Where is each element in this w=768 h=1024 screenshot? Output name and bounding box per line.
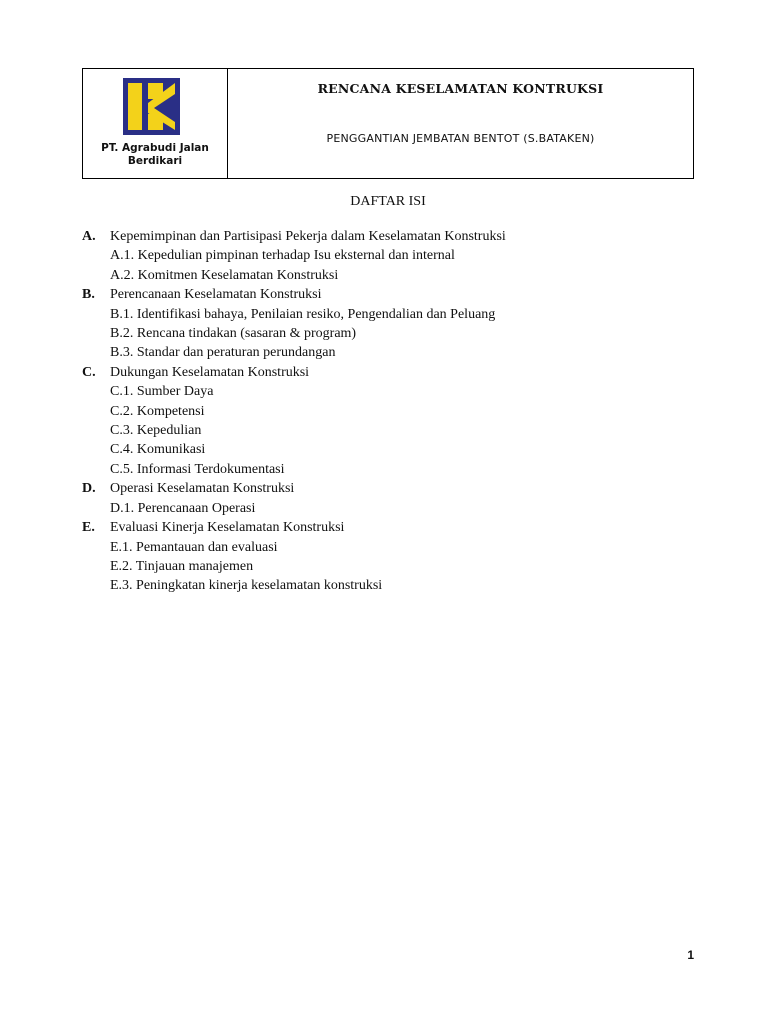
toc-item[interactable]: B.1. Identifikasi bahaya, Penilaian resiko, Pengendalian dan Peluang bbox=[110, 306, 496, 322]
toc-section-e[interactable] bbox=[82, 518, 702, 537]
section-letter: C. bbox=[82, 364, 96, 380]
toc-item[interactable]: D.1. Perencanaan Operasi bbox=[110, 500, 256, 516]
toc-section-a[interactable] bbox=[82, 227, 702, 246]
document-title: RENCANA KESELAMATAN KONTRUKSI bbox=[317, 81, 604, 96]
document-header-table bbox=[82, 68, 694, 179]
section-title: Evaluasi Kinerja Keselamatan Konstruksi bbox=[110, 520, 345, 536]
toc-item[interactable]: E.1. Pemantauan dan evaluasi bbox=[110, 539, 278, 555]
page-number: 1 bbox=[687, 948, 694, 962]
toc-item[interactable]: B.3. Standar dan peraturan perundangan bbox=[110, 345, 336, 361]
toc-item[interactable]: B.2. Rencana tindakan (sasaran & program) bbox=[110, 326, 357, 342]
toc-item[interactable]: C.3. Kepedulian bbox=[110, 423, 202, 439]
table-of-contents bbox=[82, 227, 702, 596]
section-title: Operasi Keselamatan Konstruksi bbox=[110, 481, 295, 497]
toc-section-c[interactable] bbox=[82, 363, 702, 382]
section-title: Kepemimpinan dan Partisipasi Pekerja dalam Keselamatan Konstruksi bbox=[110, 229, 506, 244]
toc-heading: DAFTAR ISI bbox=[350, 194, 426, 209]
toc-item[interactable]: A.2. Komitmen Keselamatan Konstruksi bbox=[110, 267, 339, 283]
section-letter: A. bbox=[82, 229, 96, 244]
section-letter: E. bbox=[82, 520, 95, 536]
section-title: Dukungan Keselamatan Konstruksi bbox=[110, 364, 310, 380]
toc-item[interactable]: C.4. Komunikasi bbox=[110, 442, 206, 458]
toc-item[interactable]: A.1. Kepedulian pimpinan terhadap Isu eksternal dan internal bbox=[110, 248, 455, 264]
section-letter: B. bbox=[82, 287, 95, 303]
section-title: Perencanaan Keselamatan Konstruksi bbox=[110, 287, 322, 303]
title-cell bbox=[228, 69, 693, 178]
document-subtitle: PENGGANTIAN JEMBATAN BENTOT (S.BATAKEN) bbox=[326, 132, 595, 145]
toc-section-d[interactable] bbox=[82, 479, 702, 498]
company-name: PT. Agrabudi Jalan Berdikari bbox=[101, 142, 209, 167]
logo-cell bbox=[83, 69, 228, 178]
toc-item[interactable]: E.3. Peningkatan kinerja keselamatan konstruksi bbox=[110, 578, 383, 594]
toc-item[interactable]: E.2. Tinjauan manajemen bbox=[110, 558, 254, 574]
toc-section-b[interactable] bbox=[82, 285, 702, 304]
company-k-logo-icon bbox=[123, 78, 180, 135]
toc-item[interactable]: C.2. Kompetensi bbox=[110, 403, 205, 419]
toc-item[interactable]: C.5. Informasi Terdokumentasi bbox=[110, 461, 285, 477]
section-letter: D. bbox=[82, 481, 96, 497]
toc-item[interactable]: C.1. Sumber Daya bbox=[110, 384, 214, 400]
